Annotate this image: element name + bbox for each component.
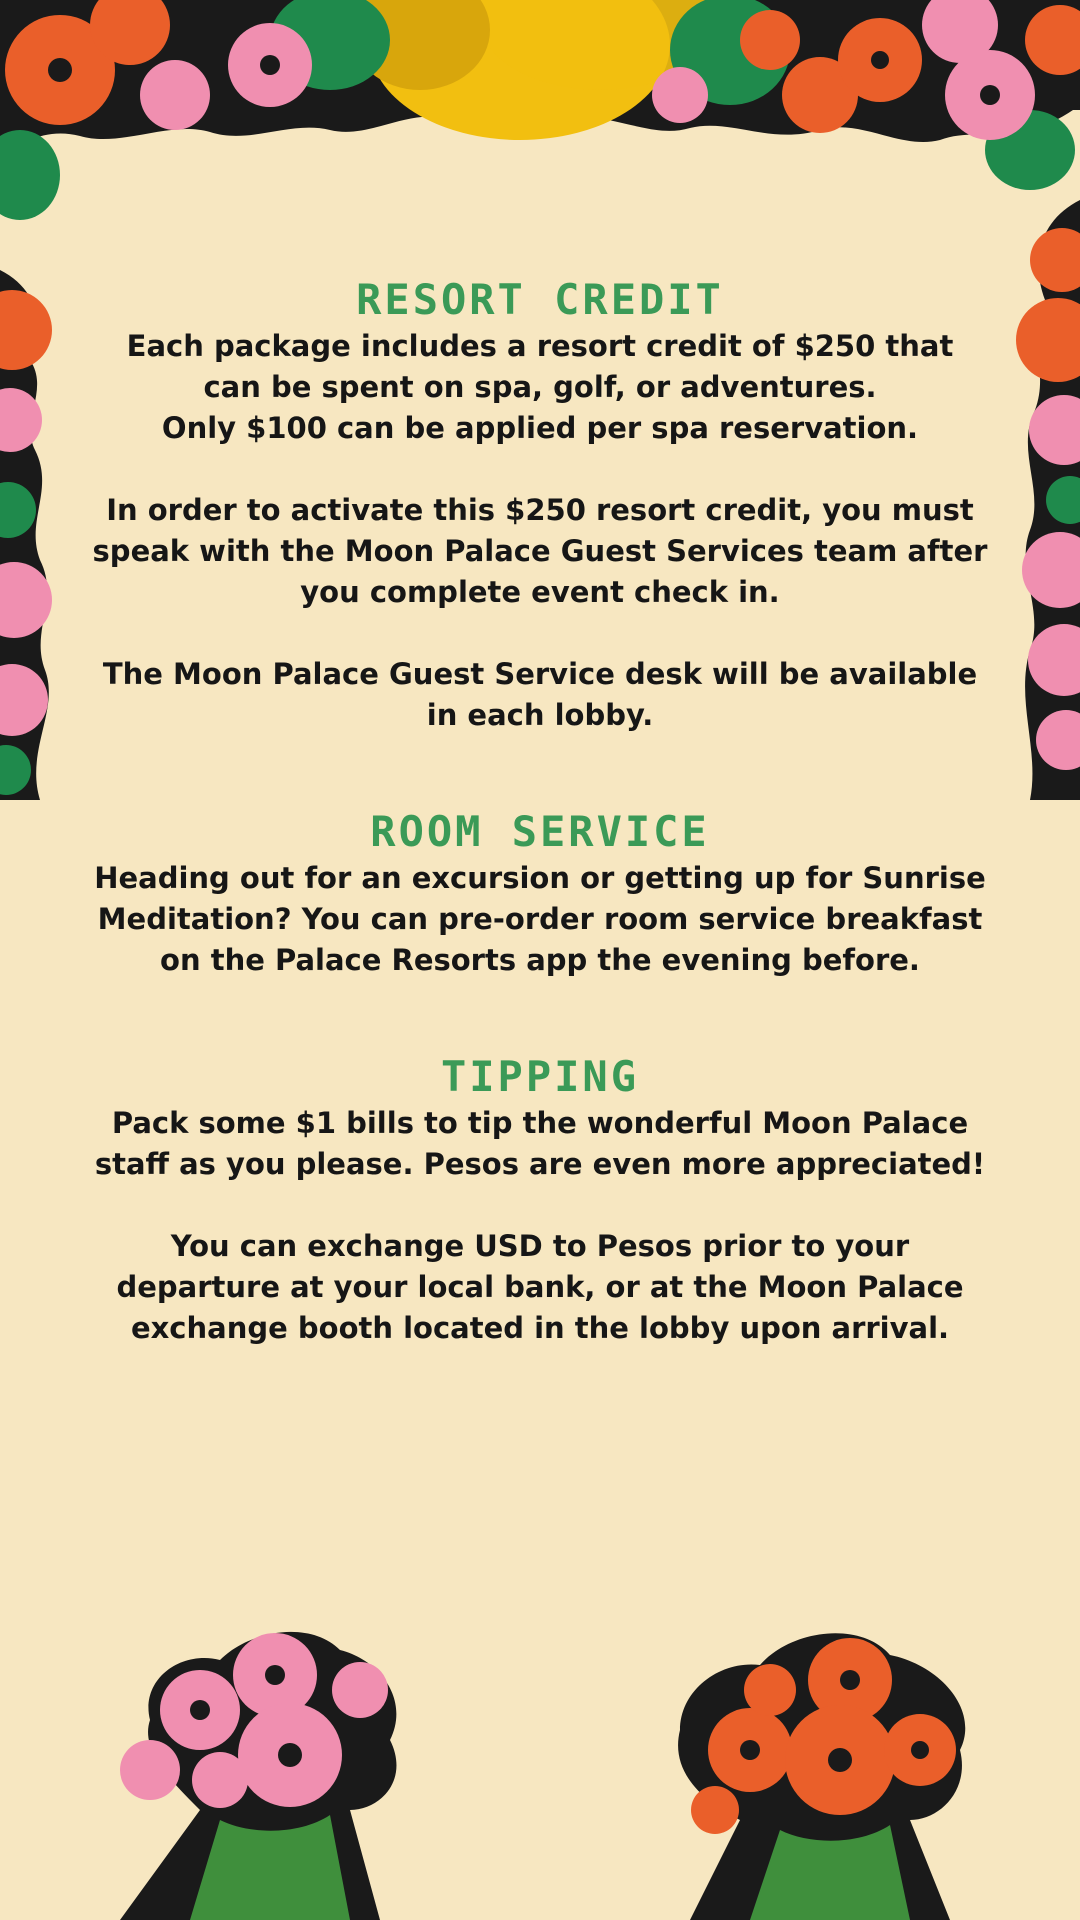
section-title: RESORT CREDIT xyxy=(356,275,724,324)
section-paragraph: Heading out for an excursion or getting up for Sunrise Meditation? You can pre-order room service breakfast on the Palace Resorts app the evening before. xyxy=(94,861,986,978)
pink-flower-bouquet-illustration xyxy=(80,1620,460,1920)
section-paragraph: Each package includes a resort credit of $250 that can be spent on spa, golf, or adventures. Only $100 can be applied per spa reservation. xyxy=(126,329,954,446)
section-title: TIPPING xyxy=(440,1052,639,1102)
top-flower-garland-illustration xyxy=(0,0,1080,230)
right-flower-border-illustration xyxy=(1000,200,1080,800)
section-paragraph: You can exchange USD to Pesos prior to your departure at your local bank, or at the Moon Palace exchange booth located in the lobby upon arrival. xyxy=(116,1229,964,1346)
tipping-section xyxy=(90,1052,990,1349)
room-service-section xyxy=(90,807,990,981)
section-title: ROOM SERVICE xyxy=(370,807,710,857)
section-paragraph: The Moon Palace Guest Service desk will be available in each lobby. xyxy=(102,657,978,733)
section-paragraph: In order to activate this $250 resort credit, you must speak with the Moon Palace Guest Services team after you complete event check in. xyxy=(92,493,988,610)
left-flower-border-illustration xyxy=(0,270,70,800)
content-area xyxy=(90,275,990,1349)
section-paragraph: Pack some $1 bills to tip the wonderful Moon Palace staff as you please. Pesos are even more appreciated! xyxy=(94,1106,986,1182)
resort-credit-section xyxy=(90,275,990,736)
orange-flower-bouquet-illustration xyxy=(620,1620,1000,1920)
